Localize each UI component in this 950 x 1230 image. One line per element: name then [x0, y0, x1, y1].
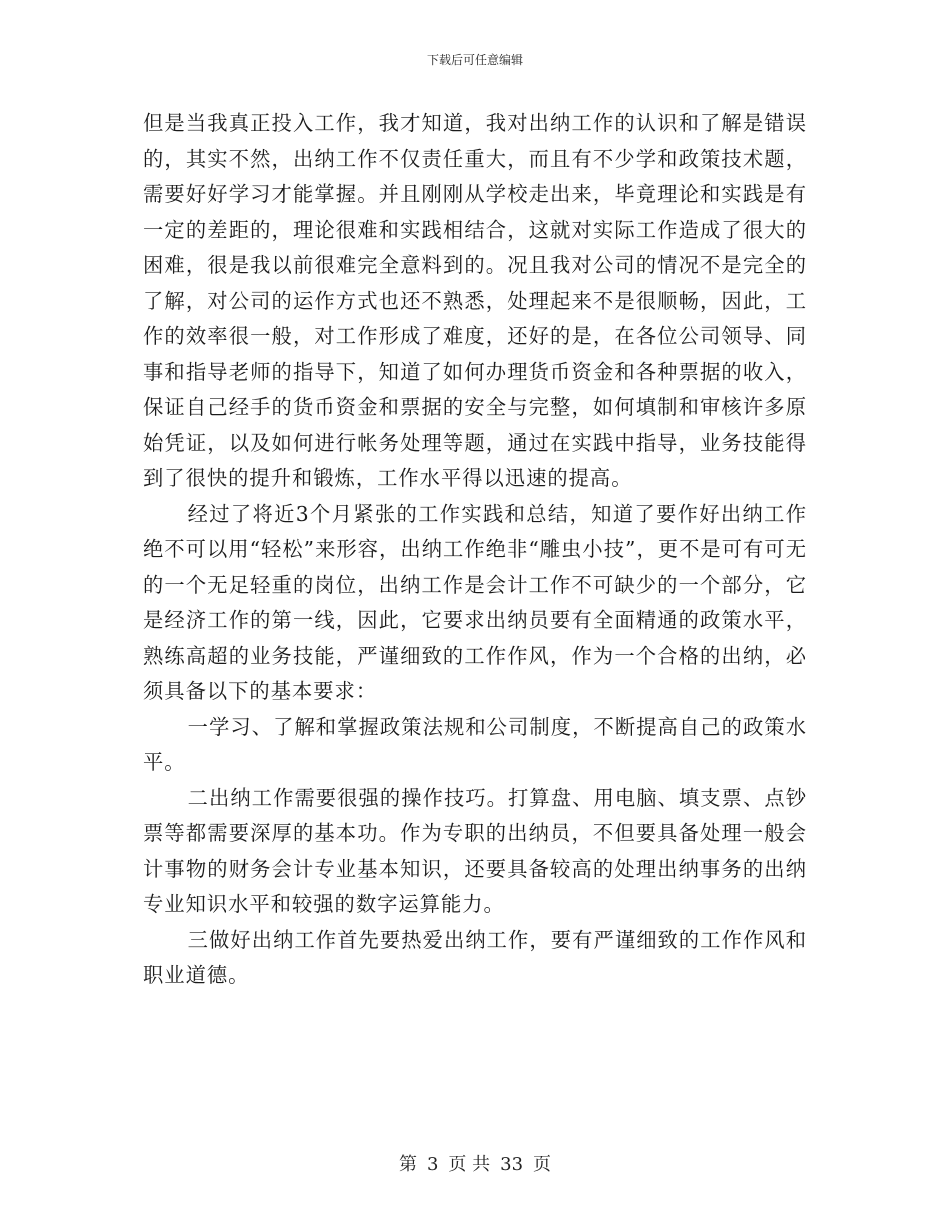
- paragraph: 一学习、了解和掌握政策法规和公司制度，不断提高自己的政策水平。: [143, 714, 807, 774]
- document-body: [143, 106, 807, 994]
- paragraph: 但是当我真正投入工作，我才知道，我对出纳工作的认识和了解是错误的，其实不然，出纳工作不仅责任重大，而且有不少学和政策技术题，需要好好学习才能掌握。并且刚刚从学校走出来，毕竟理论和实践是有一定的差距的，理论很难和实践相结合，这就对实际工作造成了很大的困难，很是我以前很难完全意料到的。况且我对公司的情况不是完全的了解，对公司的运作方式也还不熟悉，处理起来不是很顺畅，因此，工作的效率很一般，对工作形成了难度，还好的是，在各位公司领导、同事和指导老师的指导下，知道了如何办理货币资金和各种票据的收入，保证自己经手的货币资金和票据的安全与完整，如何填制和审核许多原始凭证，以及如何进行帐务处理等题，通过在实践中指导，业务技能得到了很快的提升和锻炼，工作水平得以迅速的提高。: [143, 111, 807, 490]
- footer-middle: 页 共: [448, 1154, 491, 1175]
- footer-prefix: 第: [398, 1154, 417, 1175]
- footer-suffix: 页: [533, 1154, 552, 1175]
- paragraph: 经过了将近3个月紧张的工作实践和总结，知道了要作好出纳工作绝不可以用“轻松”来形容，出纳工作绝非“雕虫小技”，更不是可有可无的一个无足轻重的岗位，出纳工作是会计工作不可缺少的一个部分，它是经济工作的第一线，因此，它要求出纳员要有全面精通的政策水平，熟练高超的业务技能，严谨细致的工作作风，作为一个合格的出纳，必须具备以下的基本要求：: [143, 501, 807, 703]
- total-page-count: 33: [500, 1154, 524, 1175]
- page-header: 下载后可任意编辑: [426, 53, 523, 67]
- current-page-number: 3: [426, 1154, 439, 1175]
- paragraph: 三做好出纳工作首先要热爱出纳工作，要有严谨细致的工作作风和职业道德。: [143, 927, 807, 987]
- paragraph: 二出纳工作需要很强的操作技巧。打算盘、用电脑、填支票、点钞票等都需要深厚的基本功。作为专职的出纳员，不但要具备处理一般会计事物的财务会计专业基本知识，还要具备较高的处理出纳事务的出纳专业知识水平和较强的数字运算能力。: [143, 785, 807, 916]
- page-footer: [0, 1153, 950, 1177]
